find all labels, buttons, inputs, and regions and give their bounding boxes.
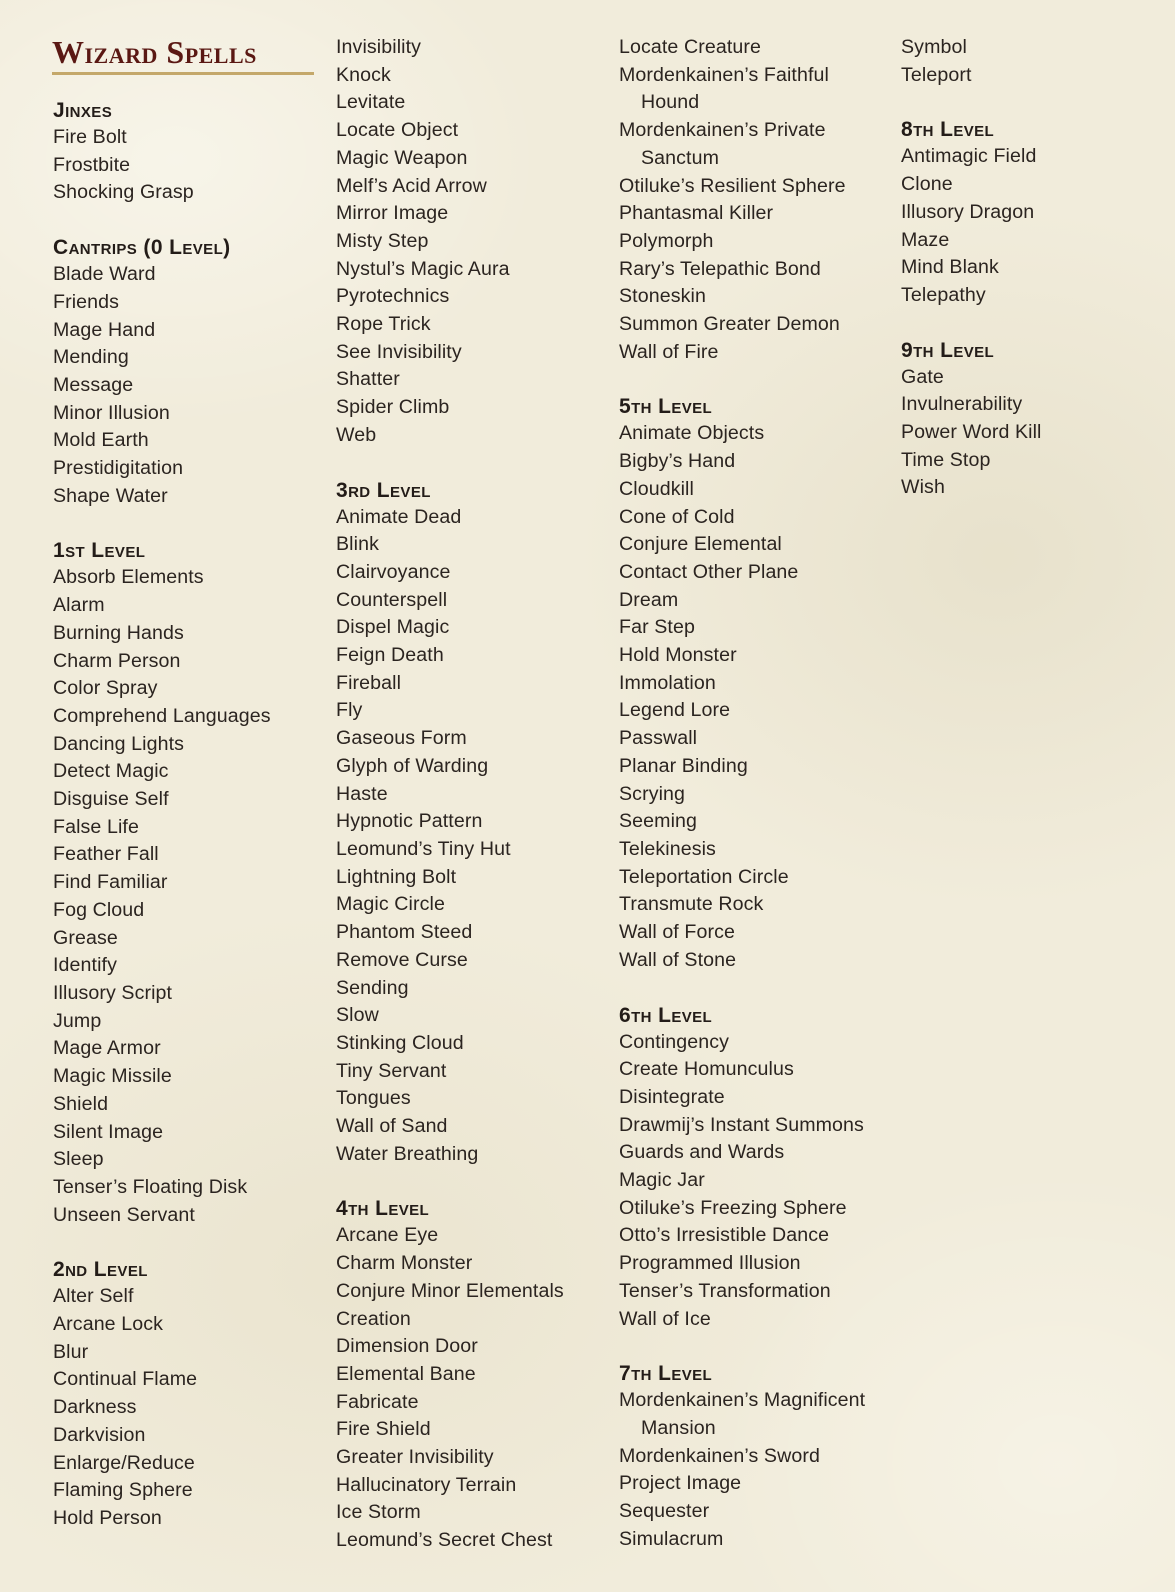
spell-item: Sleep bbox=[53, 1148, 104, 1171]
spell-item: Blade Ward bbox=[53, 263, 156, 286]
page-title: Wizard Spells bbox=[52, 34, 257, 70]
spell-item-line: Sanctum bbox=[641, 146, 720, 169]
spell-item: Locate Creature bbox=[619, 36, 762, 58]
spell-item: Color Spray bbox=[53, 677, 158, 700]
spell-item: Telekinesis bbox=[619, 837, 716, 860]
spell-item: Passwall bbox=[619, 727, 698, 750]
spell-item: Web bbox=[336, 423, 377, 446]
spell-item: Symbol bbox=[901, 36, 967, 58]
spell-item: Frostbite bbox=[53, 153, 131, 176]
spell-item: Create Homunculus bbox=[619, 1058, 794, 1081]
spell-item: Shape Water bbox=[53, 484, 168, 507]
spell-item: Fog Cloud bbox=[53, 898, 145, 921]
spell-item: Lightning Bolt bbox=[336, 865, 457, 888]
spell-item: Wall of Fire bbox=[619, 340, 719, 363]
spell-item: See Invisibility bbox=[336, 340, 462, 363]
section-continued bbox=[901, 34, 1163, 89]
spell-item: Wish bbox=[901, 476, 945, 499]
spell-item: Magic Weapon bbox=[336, 146, 468, 169]
spell-item: Mage Hand bbox=[53, 318, 156, 341]
spell-item: Flaming Sphere bbox=[53, 1479, 193, 1502]
spell-list bbox=[901, 364, 1163, 503]
spell-item: Cloudkill bbox=[619, 477, 694, 500]
spell-item: Tongues bbox=[336, 1087, 411, 1110]
spell-item: Darkness bbox=[53, 1396, 137, 1419]
spell-item: Teleportation Circle bbox=[619, 865, 789, 888]
spell-item: Hypnotic Pattern bbox=[336, 810, 483, 833]
spell-item: Antimagic Field bbox=[901, 145, 1037, 168]
section-1st-level bbox=[53, 538, 315, 1229]
spell-item bbox=[619, 1387, 881, 1442]
spell-item: Message bbox=[53, 373, 134, 396]
spell-item: Misty Step bbox=[336, 229, 429, 252]
spell-item: Blink bbox=[336, 533, 379, 556]
spell-item: Hold Monster bbox=[619, 644, 737, 667]
spell-item-line: Hound bbox=[641, 91, 700, 114]
column-3 bbox=[619, 34, 881, 1581]
spell-item: Dream bbox=[619, 588, 679, 611]
spell-item: Disguise Self bbox=[53, 788, 169, 811]
spell-item: Cone of Cold bbox=[619, 505, 735, 528]
title-underline bbox=[52, 72, 314, 75]
section-heading: 7th Level bbox=[619, 1362, 713, 1386]
spell-item: Fly bbox=[336, 699, 363, 722]
spell-item: Teleport bbox=[901, 63, 972, 86]
section-heading: 9th Level bbox=[901, 338, 995, 362]
spell-item: Locate Object bbox=[336, 119, 459, 142]
spell-item-line: Mordenkainen’s Faithful bbox=[619, 63, 829, 86]
spell-item: Knock bbox=[336, 63, 391, 86]
spell-item: Glyph of Warding bbox=[336, 754, 489, 777]
spell-item: Fabricate bbox=[336, 1390, 419, 1413]
spell-item: Otiluke’s Freezing Sphere bbox=[619, 1196, 847, 1219]
spell-item: Wall of Sand bbox=[336, 1115, 448, 1138]
spell-item: Hold Person bbox=[53, 1506, 162, 1529]
spell-item: Unseen Servant bbox=[53, 1203, 195, 1226]
spell-item: Invisibility bbox=[336, 36, 422, 58]
spell-item: Alarm bbox=[53, 594, 105, 617]
spell-item: Rary’s Telepathic Bond bbox=[619, 257, 821, 280]
spell-item: Mind Blank bbox=[901, 256, 999, 279]
spell-item: Comprehend Languages bbox=[53, 704, 271, 727]
section-8th-level bbox=[901, 117, 1163, 309]
spell-item-line: Mordenkainen’s Magnificent bbox=[619, 1389, 866, 1412]
spell-item: Arcane Lock bbox=[53, 1313, 164, 1336]
spell-item: Silent Image bbox=[53, 1120, 164, 1143]
spell-item: Telepathy bbox=[901, 283, 986, 306]
spell-item: Mold Earth bbox=[53, 429, 149, 452]
spell-item: Fireball bbox=[336, 671, 402, 694]
spell-list bbox=[619, 1029, 881, 1334]
spell-list bbox=[53, 261, 315, 510]
spell-list bbox=[336, 1222, 598, 1554]
spell-item: Mordenkainen’s Sword bbox=[619, 1444, 820, 1467]
spell-item: Spider Climb bbox=[336, 396, 450, 419]
spell-item: Power Word Kill bbox=[901, 421, 1042, 444]
spell-item: Programmed Illusion bbox=[619, 1252, 801, 1275]
spell-item: Water Breathing bbox=[336, 1142, 479, 1165]
spell-item: Alter Self bbox=[53, 1285, 134, 1308]
spell-item: Burning Hands bbox=[53, 621, 184, 644]
spell-item: Stoneskin bbox=[619, 285, 706, 308]
spell-item: Sequester bbox=[619, 1500, 710, 1523]
spell-item: Rope Trick bbox=[336, 313, 431, 336]
spell-list bbox=[619, 1387, 881, 1553]
spell-item: Levitate bbox=[336, 91, 406, 114]
spell-item: Clone bbox=[901, 173, 953, 196]
spell-item: Wall of Stone bbox=[619, 948, 737, 971]
spell-item: Shatter bbox=[336, 368, 400, 391]
spell-item: Gate bbox=[901, 365, 944, 388]
spell-item: Transmute Rock bbox=[619, 893, 764, 916]
spell-item: Time Stop bbox=[901, 448, 991, 471]
spell-list bbox=[336, 34, 598, 450]
spell-item: Conjure Elemental bbox=[619, 533, 782, 556]
spell-item: Fire Bolt bbox=[53, 126, 127, 148]
spell-item: Guards and Wards bbox=[619, 1141, 785, 1164]
spell-item: Enlarge/Reduce bbox=[53, 1451, 195, 1474]
spell-item: Far Step bbox=[619, 616, 695, 639]
section-2nd-level bbox=[53, 1257, 315, 1532]
spell-item: Tenser’s Floating Disk bbox=[53, 1175, 248, 1198]
spell-list bbox=[901, 143, 1163, 309]
spell-item: Magic Jar bbox=[619, 1169, 705, 1192]
spell-item: Charm Monster bbox=[336, 1252, 473, 1275]
spell-item: Identify bbox=[53, 954, 117, 977]
spell-list bbox=[53, 1283, 315, 1532]
spell-item: Greater Invisibility bbox=[336, 1446, 494, 1469]
spell-item: Shocking Grasp bbox=[53, 181, 194, 204]
spell-item: Seeming bbox=[619, 810, 698, 833]
spell-item: Leomund’s Secret Chest bbox=[336, 1529, 553, 1552]
spell-item: Conjure Minor Elementals bbox=[336, 1279, 564, 1302]
spell-item: Illusory Dragon bbox=[901, 200, 1035, 223]
spell-item: Grease bbox=[53, 926, 118, 949]
spell-item: Dancing Lights bbox=[53, 732, 185, 755]
spell-item: Tenser’s Transformation bbox=[619, 1279, 831, 1302]
spell-item: Mirror Image bbox=[336, 202, 449, 225]
spell-item: Find Familiar bbox=[53, 871, 168, 894]
spell-item: Charm Person bbox=[53, 649, 181, 672]
section-heading: 1st Level bbox=[53, 539, 146, 563]
spell-item-line: Mansion bbox=[641, 1416, 716, 1439]
spell-item: Summon Greater Demon bbox=[619, 313, 840, 336]
spell-item: Nystul’s Magic Aura bbox=[336, 257, 510, 280]
spell-item: Contact Other Plane bbox=[619, 560, 799, 583]
spell-item: Friends bbox=[53, 290, 120, 313]
spell-list bbox=[901, 34, 1163, 89]
spell-item: Prestidigitation bbox=[53, 457, 184, 480]
spell-item: Animate Dead bbox=[336, 505, 462, 528]
section-heading: Cantrips (0 Level) bbox=[53, 236, 231, 260]
column-2 bbox=[336, 34, 598, 1583]
spell-item: Gaseous Form bbox=[336, 727, 467, 750]
spell-item: Leomund’s Tiny Hut bbox=[336, 837, 511, 860]
section-heading: 2nd Level bbox=[53, 1258, 148, 1282]
section-continued bbox=[336, 34, 598, 450]
spell-list bbox=[619, 420, 881, 974]
spell-item: Drawmij’s Instant Summons bbox=[619, 1113, 864, 1136]
section-heading: 4th Level bbox=[336, 1197, 430, 1221]
spell-item: Haste bbox=[336, 782, 388, 805]
spell-item: Invulnerability bbox=[901, 393, 1023, 416]
spell-item: Tiny Servant bbox=[336, 1059, 447, 1082]
spell-item: Absorb Elements bbox=[53, 566, 204, 589]
column-4 bbox=[901, 34, 1163, 530]
spell-item bbox=[619, 117, 881, 172]
section-heading: 6th Level bbox=[619, 1003, 713, 1027]
spell-item: Phantasmal Killer bbox=[619, 202, 774, 225]
spell-item: Dimension Door bbox=[336, 1335, 478, 1358]
spell-item: Arcane Eye bbox=[336, 1224, 439, 1247]
section-4th-level bbox=[336, 1196, 598, 1554]
section-continued bbox=[619, 34, 881, 366]
spell-item: Contingency bbox=[619, 1030, 730, 1053]
spell-item: Jump bbox=[53, 1009, 102, 1032]
spell-item: Bigby’s Hand bbox=[619, 450, 736, 473]
spell-item: Scrying bbox=[619, 782, 686, 805]
spell-item: Hallucinatory Terrain bbox=[336, 1473, 517, 1496]
spell-item: Feign Death bbox=[336, 644, 444, 667]
spell-item: Ice Storm bbox=[336, 1501, 421, 1524]
column-1 bbox=[53, 34, 315, 1561]
spell-item: Continual Flame bbox=[53, 1368, 198, 1391]
spell-item: Mending bbox=[53, 346, 129, 369]
spell-item: Immolation bbox=[619, 671, 716, 694]
section-cantrips-0-level bbox=[53, 235, 315, 510]
section-heading: 8th Level bbox=[901, 118, 995, 142]
spell-item: Counterspell bbox=[336, 588, 448, 611]
section-heading: 5th Level bbox=[619, 395, 713, 419]
section-7th-level bbox=[619, 1361, 881, 1553]
spell-item: Dispel Magic bbox=[336, 616, 450, 639]
spell-item: Feather Fall bbox=[53, 843, 159, 866]
section-6th-level bbox=[619, 1003, 881, 1334]
spell-item: Fire Shield bbox=[336, 1418, 431, 1441]
spell-item: Magic Missile bbox=[53, 1065, 172, 1088]
spell-item: Disintegrate bbox=[619, 1085, 725, 1108]
spell-item bbox=[619, 62, 881, 117]
spell-item: Detect Magic bbox=[53, 760, 169, 783]
spell-list bbox=[53, 564, 315, 1229]
spell-item: Darkvision bbox=[53, 1423, 146, 1446]
spell-item: Polymorph bbox=[619, 229, 714, 252]
spell-item: Phantom Steed bbox=[336, 921, 473, 944]
spell-item: Elemental Bane bbox=[336, 1362, 476, 1385]
spell-item: Animate Objects bbox=[619, 422, 765, 445]
spell-item: Wall of Ice bbox=[619, 1307, 711, 1330]
spell-item: Project Image bbox=[619, 1472, 742, 1495]
spell-item: Shield bbox=[53, 1092, 109, 1115]
spell-item: Remove Curse bbox=[336, 948, 468, 971]
spell-item: Illusory Script bbox=[53, 981, 173, 1004]
spell-item: Melf’s Acid Arrow bbox=[336, 174, 487, 197]
spell-item: Simulacrum bbox=[619, 1527, 724, 1550]
section-jinxes bbox=[53, 98, 315, 207]
spell-item: Wall of Force bbox=[619, 921, 735, 944]
section-9th-level bbox=[901, 338, 1163, 503]
spell-item: Stinking Cloud bbox=[336, 1031, 464, 1054]
spell-item: Creation bbox=[336, 1307, 411, 1330]
spell-item: Mage Armor bbox=[53, 1037, 161, 1060]
spell-item: Clairvoyance bbox=[336, 560, 451, 583]
spell-item: Sending bbox=[336, 976, 409, 999]
section-heading: Jinxes bbox=[53, 99, 113, 122]
section-5th-level bbox=[619, 394, 881, 974]
section-3rd-level bbox=[336, 478, 598, 1169]
spell-item: Otiluke’s Resilient Sphere bbox=[619, 174, 846, 197]
spell-list bbox=[53, 124, 315, 207]
spell-item: Minor Illusion bbox=[53, 401, 170, 424]
spell-item: False Life bbox=[53, 815, 139, 838]
spell-item: Blur bbox=[53, 1340, 89, 1363]
spell-list bbox=[619, 34, 881, 366]
spell-item: Planar Binding bbox=[619, 754, 748, 777]
spell-item-line: Mordenkainen’s Private bbox=[619, 119, 826, 142]
spell-item: Legend Lore bbox=[619, 699, 731, 722]
spell-item: Pyrotechnics bbox=[336, 285, 450, 308]
spell-item: Slow bbox=[336, 1004, 379, 1027]
section-heading: 3rd Level bbox=[336, 478, 431, 502]
spell-item: Magic Circle bbox=[336, 893, 445, 916]
spell-item: Otto’s Irresistible Dance bbox=[619, 1224, 830, 1247]
spell-list bbox=[336, 504, 598, 1169]
spell-item: Maze bbox=[901, 228, 950, 251]
